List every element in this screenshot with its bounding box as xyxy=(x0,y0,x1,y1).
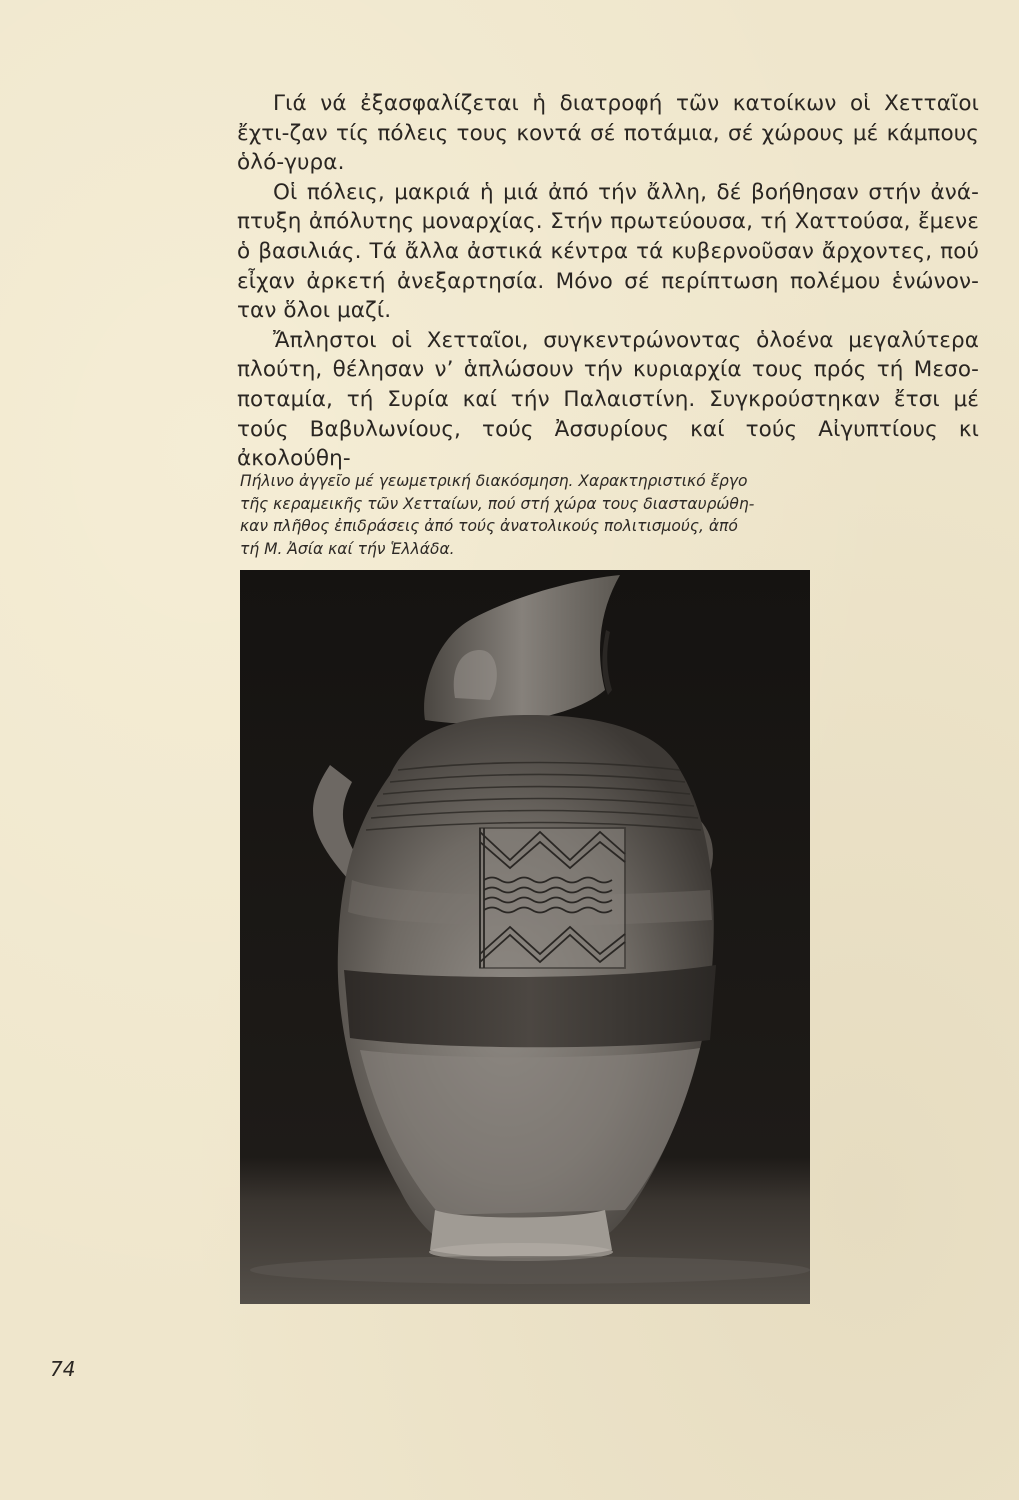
page-number: 74 xyxy=(50,1357,76,1381)
paragraph-3: Ἄπληστοι οἱ Χετταῖοι, συγκεντρώνοντας ὁλοένα μεγαλύτερα πλούτη, θέλησαν ν’ ἁπλώσουν τήν κυριαρχία τους πρός τή Μεσο-ποταμία, τή Συρία καί τήν Παλαιστίνη. Συγκρούστηκαν ἔτσι μέ τούς Βαβυλωνίους, τούς Ἀσσυρίους καί τούς Αἰγυπτίους κι ἀκολούθη- xyxy=(237,327,979,472)
body-text xyxy=(237,89,979,474)
caption-line: τή Μ. Ἀσία καί τήν Ἑλλάδα. xyxy=(240,539,455,558)
figure-caption xyxy=(240,470,825,560)
vessel-photograph xyxy=(240,570,810,1304)
paragraph-1: Γιά νά ἐξασφαλίζεται ἡ διατροφή τῶν κατοίκων οἱ Χετταῖοι ἔχτι-ζαν τίς πόλεις τους κοντά σέ ποτάμια, σέ χώρους μέ κάμπους ὁλό-γυρα. xyxy=(237,91,979,176)
clay-vessel-image xyxy=(240,570,810,1304)
caption-line: Πήλινο ἀγγεῖο μέ γεωμετρική διακόσμηση. Χαρακτηριστικό ἔργο xyxy=(240,472,748,490)
paragraph-2: Οἱ πόλεις, μακριά ἡ μιά ἀπό τήν ἄλλη, δέ βοήθησαν στήν ἀνά-πτυξη ἀπόλυτης μοναρχίας. Στήν πρωτεύουσα, τή Χαττούσα, ἔμενε ὁ βασιλιάς. Τά ἄλλα ἀστικά κέντρα τά κυβερνοῦσαν ἄρχοντες, πού εἶχαν ἀρκετή ἀνεξαρτησία. Μόνο σέ περίπτωση πολέμου ἑνώνον-ταν ὅλοι μαζί. xyxy=(237,179,979,324)
caption-line: τῆς κεραμεικῆς τῶν Χετταίων, πού στή χώρα τους διασταυρώθη- xyxy=(240,494,755,513)
geometric-panel xyxy=(480,828,625,968)
caption-line: καν πλῆθος ἐπιδράσεις ἀπό τούς ἀνατολικούς πολιτισμούς, ἀπό xyxy=(240,517,738,535)
